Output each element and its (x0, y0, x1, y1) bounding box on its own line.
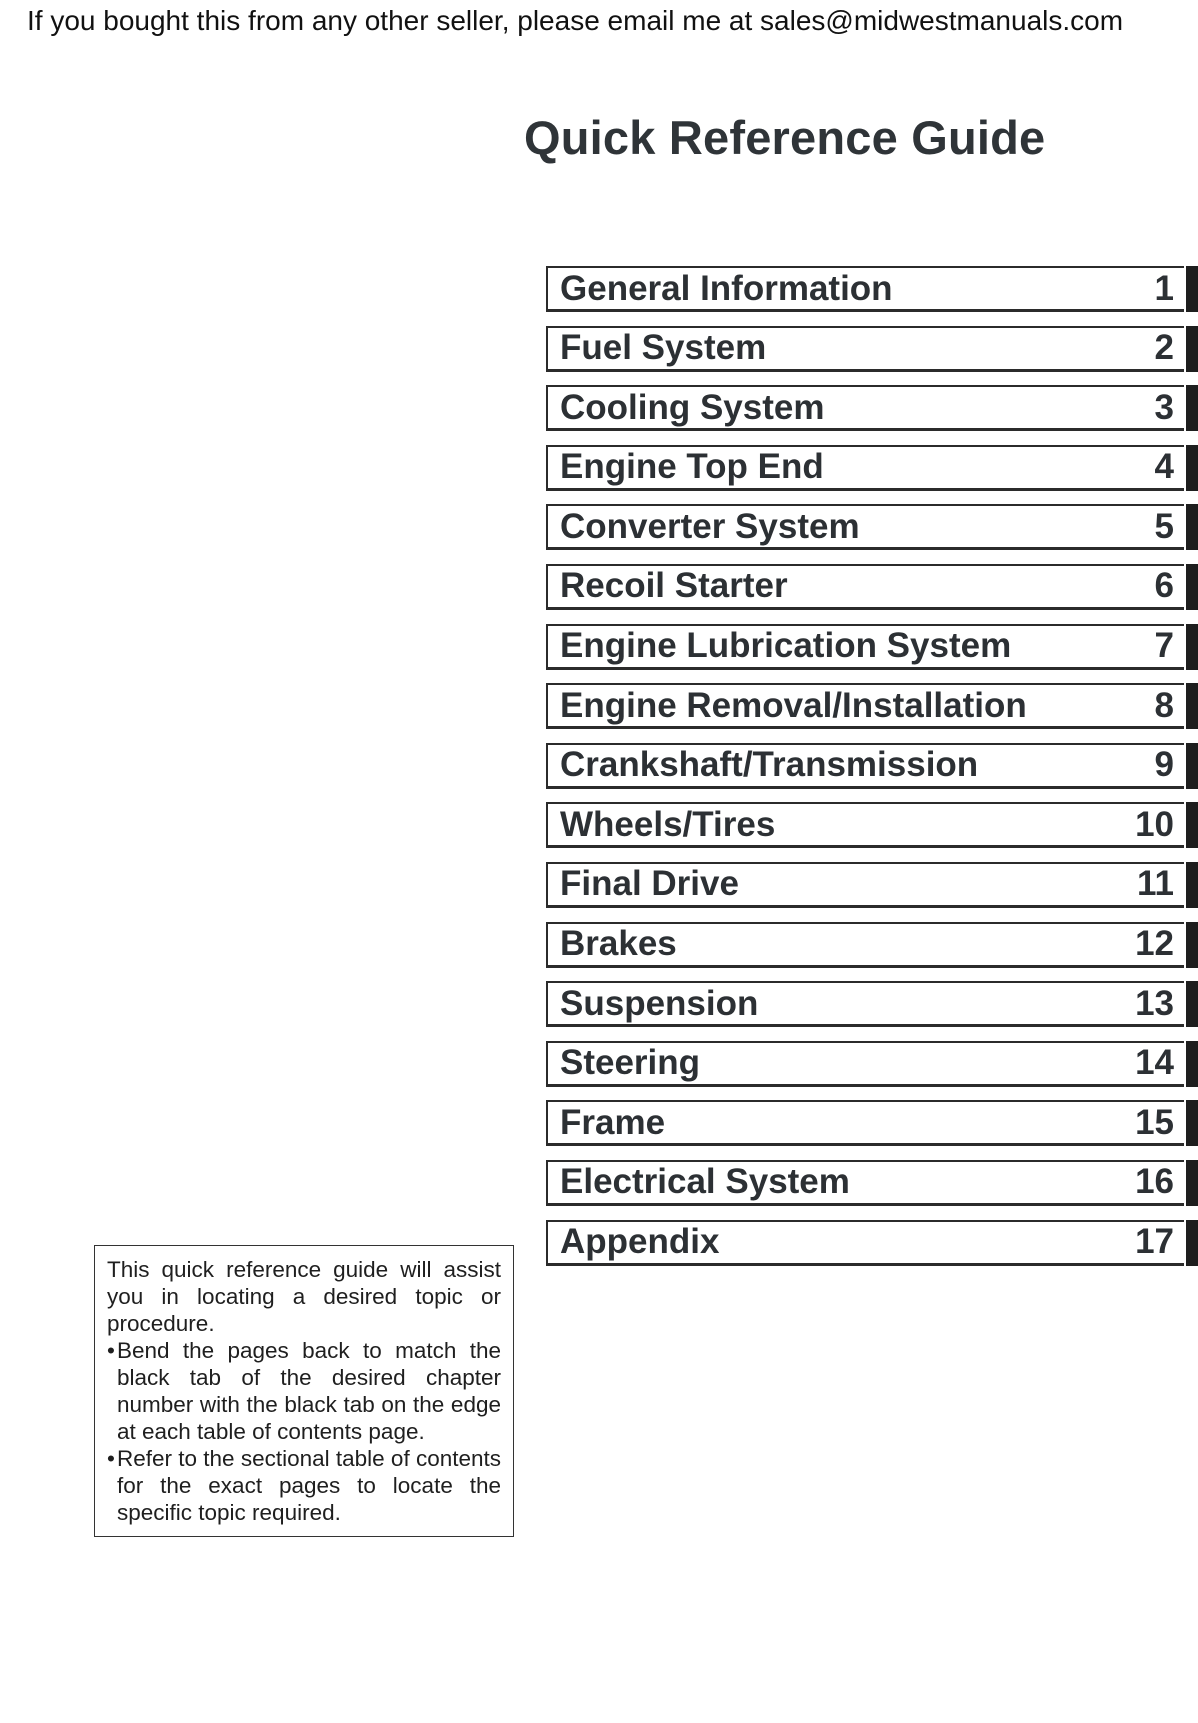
chapter-title: Engine Removal/Installation (560, 685, 1027, 725)
chapter-number: 9 (1154, 745, 1174, 785)
chapter-number: 2 (1154, 328, 1174, 368)
chapter-box (546, 743, 1184, 789)
chapter-row-10[interactable] (546, 802, 1198, 848)
chapter-tab (1186, 564, 1198, 610)
chapter-number: 11 (1137, 864, 1174, 904)
chapter-tab (1186, 326, 1198, 372)
chapter-box (546, 564, 1184, 610)
chapter-box (546, 326, 1184, 372)
chapter-number: 8 (1154, 685, 1174, 725)
chapter-row-3[interactable] (546, 385, 1198, 431)
chapter-index (546, 266, 1198, 1279)
page-title: Quick Reference Guide (524, 111, 1046, 164)
usage-note-box (94, 1245, 514, 1537)
chapter-number: 17 (1135, 1222, 1174, 1261)
chapter-title: Suspension (560, 983, 759, 1023)
chapter-title: Steering (560, 1043, 701, 1083)
bullet-dot-icon: • (107, 1338, 115, 1363)
chapter-title: Wheels/Tires (560, 804, 776, 844)
chapter-title: Recoil Starter (560, 566, 788, 606)
chapter-box (546, 1220, 1184, 1266)
usage-note-intro: This quick reference guide will assist you in locating a desired topic or procedure. (107, 1257, 501, 1336)
chapter-title: Appendix (560, 1222, 720, 1261)
chapter-box (546, 1100, 1184, 1146)
chapter-title: Fuel System (560, 328, 767, 368)
chapter-title: Final Drive (560, 864, 739, 904)
usage-note-bullet (107, 1337, 501, 1445)
chapter-row-17[interactable] (546, 1220, 1198, 1266)
chapter-tab (1186, 445, 1198, 491)
chapter-row-4[interactable] (546, 445, 1198, 491)
chapter-tab (1186, 981, 1198, 1027)
chapter-box (546, 1160, 1184, 1206)
chapter-title: Converter System (560, 506, 860, 546)
chapter-title: Cooling System (560, 387, 825, 427)
chapter-box (546, 862, 1184, 908)
chapter-tab (1186, 385, 1198, 431)
chapter-number: 13 (1135, 983, 1174, 1023)
chapter-number: 6 (1154, 566, 1174, 606)
chapter-number: 1 (1154, 268, 1174, 308)
seller-notice: If you bought this from any other seller, please email me at sales@midwestmanuals.com (27, 5, 1124, 36)
usage-note-bullet-text: Bend the pages back to match the black tab of the desired chapter number with the black tab on the edge at each table of contents page. (117, 1338, 501, 1444)
chapter-box (546, 802, 1184, 848)
chapter-box (546, 445, 1184, 491)
chapter-title: Frame (560, 1102, 666, 1142)
chapter-number: 10 (1135, 804, 1174, 844)
chapter-number: 12 (1135, 924, 1174, 964)
chapter-row-11[interactable] (546, 862, 1198, 908)
chapter-row-16[interactable] (546, 1160, 1198, 1206)
chapter-tab (1186, 802, 1198, 848)
chapter-box (546, 504, 1184, 550)
chapter-title: Electrical System (560, 1162, 850, 1202)
chapter-tab (1186, 683, 1198, 729)
chapter-row-6[interactable] (546, 564, 1198, 610)
chapter-row-9[interactable] (546, 743, 1198, 789)
chapter-number: 5 (1154, 506, 1174, 546)
chapter-tab (1186, 862, 1198, 908)
chapter-box (546, 266, 1184, 312)
chapter-row-15[interactable] (546, 1100, 1198, 1146)
chapter-tab (1186, 1041, 1198, 1087)
chapter-row-7[interactable] (546, 624, 1198, 670)
chapter-title: Brakes (560, 924, 677, 964)
chapter-box (546, 624, 1184, 670)
chapter-tab (1186, 1220, 1198, 1266)
chapter-title: Crankshaft/Transmission (560, 745, 979, 785)
chapter-box (546, 922, 1184, 968)
chapter-number: 15 (1135, 1102, 1174, 1142)
chapter-box (546, 683, 1184, 729)
chapter-tab (1186, 266, 1198, 312)
chapter-row-14[interactable] (546, 1041, 1198, 1087)
chapter-box (546, 1041, 1184, 1087)
chapter-row-13[interactable] (546, 981, 1198, 1027)
chapter-row-12[interactable] (546, 922, 1198, 968)
chapter-title: Engine Lubrication System (560, 626, 1012, 666)
chapter-row-2[interactable] (546, 326, 1198, 372)
chapter-number: 7 (1154, 626, 1174, 666)
chapter-box (546, 385, 1184, 431)
chapter-tab (1186, 1160, 1198, 1206)
chapter-title: Engine Top End (560, 447, 824, 487)
chapter-number: 16 (1135, 1162, 1174, 1202)
usage-note-bullet (107, 1445, 501, 1526)
usage-note-bullet-text: Refer to the sectional table of contents for the exact pages to locate the specific topic required. (117, 1446, 501, 1525)
chapter-row-8[interactable] (546, 683, 1198, 729)
chapter-tab (1186, 743, 1198, 789)
chapter-row-5[interactable] (546, 504, 1198, 550)
bullet-dot-icon: • (107, 1446, 115, 1471)
chapter-row-1[interactable] (546, 266, 1198, 312)
chapter-box (546, 981, 1184, 1027)
chapter-title: General Information (560, 268, 893, 308)
chapter-tab (1186, 922, 1198, 968)
chapter-number: 4 (1154, 447, 1174, 487)
chapter-tab (1186, 1100, 1198, 1146)
chapter-number: 3 (1154, 387, 1174, 427)
chapter-number: 14 (1135, 1043, 1174, 1083)
chapter-tab (1186, 504, 1198, 550)
chapter-tab (1186, 624, 1198, 670)
